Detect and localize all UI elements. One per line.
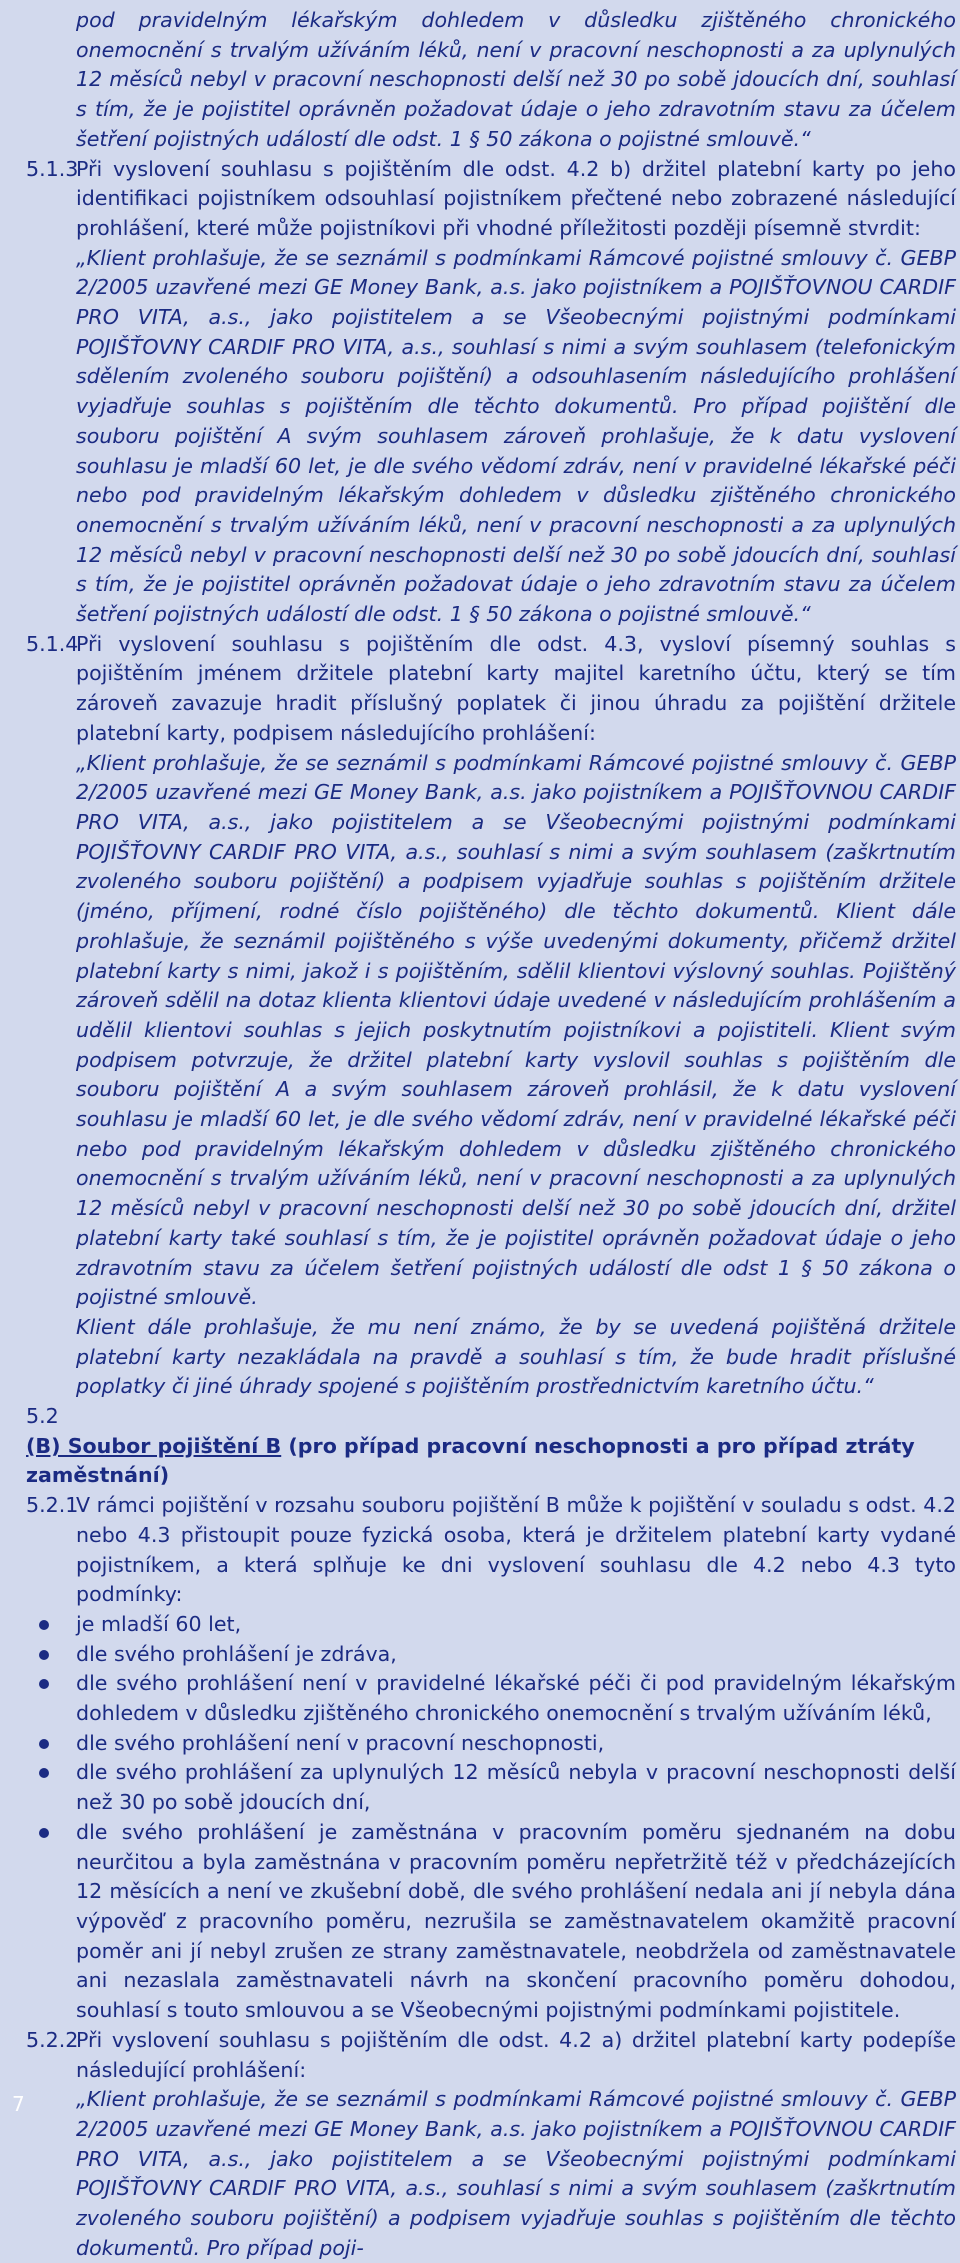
continued-quote-paragraph: pod pravidelným lékařským dohledem v důsledku zjištěného chronického onemocnění s trvalým užíváním léků, není v pracovní neschopnosti a za uplynulých 12 měsíců nebyl v pracovní neschopnosti delší než 30 po sobě jdoucích dní, souhlasí s tím, že je pojistitel oprávněn požadovat údaje o jeho zdravotním stavu za účelem šetření pojistných událostí dle odst. 1 § 50 zákona o pojistné smlouvě.“ — [76, 8, 956, 151]
section-number: 5.2.2 — [26, 2027, 79, 2052]
section-5-2-heading-rest: (pro případ pracovní neschopnosti a pro případ ztráty zaměstnání) — [26, 1433, 915, 1488]
list-item: dle svého prohlášení není v pracovní neschopnosti, — [76, 1729, 956, 1759]
section-5-1-4-quote-continued: Klient dále prohlašuje, že mu není známo, že by se uvedená pojištěná držitele platební karty nezakládala na pravdě a souhlasí s tím, že bude hradit příslušné poplatky či jiné úhrady spojené s pojištěním prostřednictvím karetního účtu.“ — [76, 1314, 956, 1399]
section-number: 5.1.4 — [26, 631, 79, 656]
list-item: dle svého prohlášení je zaměstnána v pracovním poměru sjednaném na dobu neurčitou a byla zaměstnána v pracovním poměru nepřetržitě též v předcházejících 12 měsících a není ve zkušební době, dle svého prohlášení nedala ani jí nebyla dána výpověď z pracovního poměru, nezrušila se zaměstnavatelem okamžitě pracovní poměr ani jí nebyl zrušen ze strany zaměstnavatele, neobdržela od zaměstnavatele ani nezaslala zaměstnavateli návrh na skončení pracovního poměru dohodou, souhlasí s touto smlouvou a se Všeobecnými pojistnými podmínkami pojistitele. — [76, 1818, 956, 2026]
section-5-2-2-quote: „Klient prohlašuje, že se seznámil s podmínkami Rámcové pojistné smlouvy č. GEBP 2/2005 uzavřené mezi GE Money Bank, a.s. jako pojistníkem a POJIŠŤOVNOU CARDIF PRO VITA, a.s., jako pojistitelem a se Všeobecnými pojistnými podmínkami POJIŠŤOVNY CARDIF PRO VITA, a.s., souhlasí s nimi a svým souhlasem (zaškrtnutím zvoleného souboru pojištění) a podpisem vyjadřuje souhlas s pojištěním dle těchto dokumentů. Pro případ poji- — [76, 2087, 956, 2260]
list-item: dle svého prohlášení za uplynulých 12 měsíců nebyla v pracovní neschopnosti delší než 30 po sobě jdoucích dní, — [76, 1758, 956, 1817]
page-number: 7 — [12, 2092, 25, 2116]
section-number: 5.2.1 — [26, 1493, 79, 1518]
list-item: dle svého prohlášení je zdráva, — [76, 1640, 956, 1670]
section-text: Při vyslovení souhlasu s pojištěním dle odst. 4.3, vysloví písemný souhlas s pojištěním jménem držitele platební karty majitel karetního účtu, který se tím zároveň zavazuje hradit příslušný poplatek či jinou úhradu za pojištění držitele platební karty, podpisem následujícího prohlášení: — [76, 631, 956, 745]
section-5-2-2 — [26, 2026, 956, 2085]
section-5-1-3-quote: „Klient prohlašuje, že se seznámil s podmínkami Rámcové pojistné smlouvy č. GEBP 2/2005 uzavřené mezi GE Money Bank, a.s. jako pojistníkem a POJIŠŤOVNOU CARDIF PRO VITA, a.s., jako pojistitelem a se Všeobecnými pojistnými podmínkami POJIŠŤOVNY CARDIF PRO VITA, a.s., souhlasí s nimi a svým souhlasem (telefonickým sdělením zvoleného souboru pojištění) a odsouhlasením následujícího prohlášení vyjadřuje souhlas s pojištěním dle těchto dokumentů. Pro případ pojištění dle souboru pojištění A svým souhlasem zároveň prohlašuje, že k datu vyslovení souhlasu je mladší 60 let, je dle svého vědomí zdráv, není v pravidelné lékařské péči nebo pod pravidelným lékařským dohledem v důsledku zjištěného chronického onemocnění s trvalým užíváním léků, není v pracovní neschopnosti a za uplynulých 12 měsíců nebyl v pracovní neschopnosti delší než 30 po sobě jdoucích dní, souhlasí s tím, že je pojistitel oprávněn požadovat údaje o jeho zdravotním stavu za účelem šetření pojistných událostí dle odst. 1 § 50 zákona o pojistné smlouvě.“ — [76, 245, 956, 627]
section-5-2-1 — [26, 1491, 956, 1610]
conditions-list — [76, 1610, 956, 2026]
section-text: Při vyslovení souhlasu s pojištěním dle odst. 4.2 a) držitel platební karty podepíše následující prohlášení: — [76, 2027, 956, 2082]
section-5-1-3 — [26, 155, 956, 244]
section-5-2-heading-underlined: (B) Soubor pojištění B — [26, 1433, 282, 1458]
list-item: dle svého prohlášení není v pravidelné lékařské péči či pod pravidelným lékařským dohledem v důsledku zjištěného chronického onemocnění s trvalým užíváním léků, — [76, 1669, 956, 1728]
section-5-2-number: 5.2 — [26, 1404, 59, 1429]
section-5-2-heading — [26, 1432, 956, 1491]
list-item: je mladší 60 let, — [76, 1610, 956, 1640]
section-number: 5.1.3 — [26, 156, 79, 181]
section-5-1-4-quote: „Klient prohlašuje, že se seznámil s podmínkami Rámcové pojistné smlouvy č. GEBP 2/2005 uzavřené mezi GE Money Bank, a.s. jako pojistníkem a POJIŠŤOVNOU CARDIF PRO VITA, a.s., jako pojistitelem a se Všeobecnými pojistnými podmínkami POJIŠŤOVNY CARDIF PRO VITA, a.s., souhlasí s nimi a svým souhlasem (zaškrtnutím zvoleného souboru pojištění) a podpisem vyjadřuje souhlas s pojištěním držitele (jméno, příjmení, rodné číslo pojištěného) dle těchto dokumentů. Klient dále prohlašuje, že seznámil pojištěného s výše uvedenými dokumenty, přičemž držitel platební karty s nimi, jakož i s pojištěním, sdělil klientovi výslovný souhlas. Pojištěný zároveň sdělil na dotaz klienta klientovi údaje uvedené v následujícím prohlášením a udělil klientovi souhlas s jejich poskytnutím pojistníkovi a pojistiteli. Klient svým podpisem potvrzuje, že držitel platební karty vyslovil souhlas s pojištěním dle souboru pojištění A a svým souhlasem zároveň prohlásil, že k datu vyslovení souhlasu je mladší 60 let, je dle svého vědomí zdráv, není v pravidelné lékařské péči nebo pod pravidelným lékařským dohledem v důsledku zjištěného chronického onemocnění s trvalým užíváním léků, není v pracovní neschopnosti a za uplynulých 12 měsíců nebyl v pracovní neschopnosti delší než 30 po sobě jdoucích dní, držitel platební karty také souhlasí s tím, že je pojistitel oprávněn požadovat údaje o jeho zdravotním stavu za účelem šetření pojistných událostí dle odst 1 § 50 zákona o pojistné smlouvě. — [76, 750, 956, 1310]
document-body — [26, 6, 956, 2263]
section-text: Při vyslovení souhlasu s pojištěním dle odst. 4.2 b) držitel platební karty po jeho identifikaci pojistníkem odsouhlasí pojistníkem přečtené nebo zobrazené následující prohlášení, které může pojistníkovi při vhodné příležitosti později písemně stvrdit: — [76, 156, 956, 240]
section-5-1-4 — [26, 630, 956, 749]
section-text: V rámci pojištění v rozsahu souboru pojištění B může k pojištění v souladu s odst. 4.2 nebo 4.3 přistoupit pouze fyzická osoba, která je držitelem platební karty vydané pojistníkem, a která splňuje ke dni vyslovení souhlasu dle 4.2 nebo 4.3 tyto podmínky: — [76, 1493, 956, 1607]
